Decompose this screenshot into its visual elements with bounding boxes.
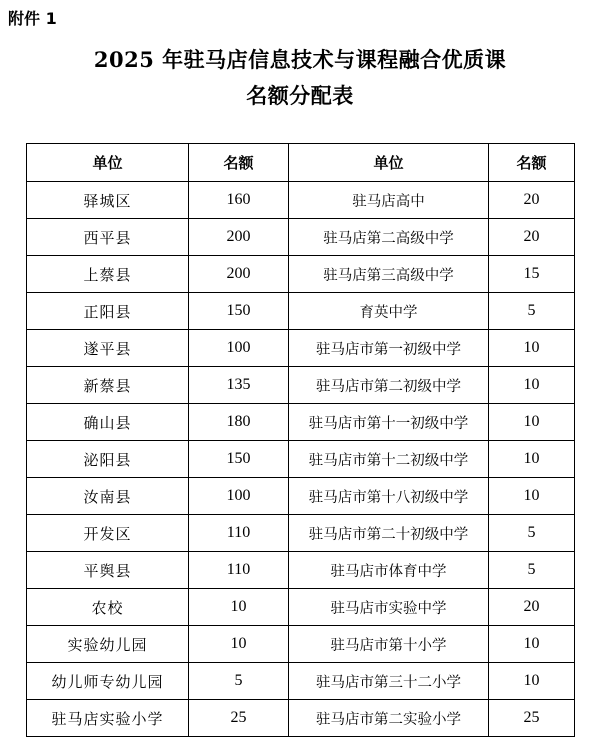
- cell-unit-right: 驻马店市第二十初级中学: [289, 515, 489, 552]
- header-quota-left: 名额: [189, 144, 289, 182]
- table-row: [27, 404, 575, 441]
- header-unit-left: 单位: [27, 144, 189, 182]
- cell-quota-left: 160: [189, 182, 289, 219]
- table-row: [27, 330, 575, 367]
- cell-quota-left: 10: [189, 589, 289, 626]
- quota-allocation-table: [26, 143, 575, 737]
- table-row: [27, 552, 575, 589]
- cell-quota-right: 10: [489, 367, 575, 404]
- cell-unit-left: 西平县: [27, 219, 189, 256]
- cell-quota-right: 10: [489, 663, 575, 700]
- cell-unit-left: 泌阳县: [27, 441, 189, 478]
- cell-unit-left: 新蔡县: [27, 367, 189, 404]
- document-title-line1: 2025 年驻马店信息技术与课程融合优质课: [93, 47, 507, 72]
- table-header-row: [27, 144, 575, 182]
- cell-unit-left: 上蔡县: [27, 256, 189, 293]
- cell-quota-left: 200: [189, 256, 289, 293]
- cell-unit-left: 农校: [27, 589, 189, 626]
- table-row: [27, 663, 575, 700]
- cell-quota-right: 10: [489, 441, 575, 478]
- table-row: [27, 478, 575, 515]
- cell-unit-right: 驻马店市第十小学: [289, 626, 489, 663]
- cell-unit-right: 驻马店高中: [289, 182, 489, 219]
- table-row: [27, 589, 575, 626]
- cell-quota-left: 110: [189, 552, 289, 589]
- cell-unit-right: 驻马店市第一初级中学: [289, 330, 489, 367]
- table-row: [27, 219, 575, 256]
- cell-unit-right: 驻马店市第十二初级中学: [289, 441, 489, 478]
- cell-quota-right: 20: [489, 182, 575, 219]
- cell-unit-left: 平舆县: [27, 552, 189, 589]
- cell-quota-right: 10: [489, 404, 575, 441]
- table-row: [27, 515, 575, 552]
- table-row: [27, 256, 575, 293]
- cell-unit-right: 驻马店市第二实验小学: [289, 700, 489, 737]
- cell-unit-left: 实验幼儿园: [27, 626, 189, 663]
- cell-quota-left: 25: [189, 700, 289, 737]
- table-row: [27, 367, 575, 404]
- cell-unit-left: 汝南县: [27, 478, 189, 515]
- table-row: [27, 700, 575, 737]
- cell-unit-right: 驻马店市体育中学: [289, 552, 489, 589]
- cell-quota-right: 20: [489, 219, 575, 256]
- cell-quota-left: 135: [189, 367, 289, 404]
- cell-unit-left: 确山县: [27, 404, 189, 441]
- cell-quota-right: 10: [489, 330, 575, 367]
- cell-unit-right: 驻马店市实验中学: [289, 589, 489, 626]
- cell-unit-left: 遂平县: [27, 330, 189, 367]
- cell-unit-right: 驻马店市第三十二小学: [289, 663, 489, 700]
- cell-quota-left: 5: [189, 663, 289, 700]
- cell-unit-right: 育英中学: [289, 293, 489, 330]
- cell-quota-left: 100: [189, 330, 289, 367]
- cell-unit-left: 驿城区: [27, 182, 189, 219]
- cell-unit-left: 正阳县: [27, 293, 189, 330]
- cell-quota-left: 110: [189, 515, 289, 552]
- cell-quota-left: 100: [189, 478, 289, 515]
- cell-quota-right: 20: [489, 589, 575, 626]
- attachment-label: 附件 1: [8, 9, 57, 28]
- cell-unit-right: 驻马店市第二初级中学: [289, 367, 489, 404]
- table-row: [27, 293, 575, 330]
- cell-unit-right: 驻马店市第十八初级中学: [289, 478, 489, 515]
- cell-quota-left: 150: [189, 293, 289, 330]
- cell-quota-right: 10: [489, 478, 575, 515]
- cell-quota-right: 5: [489, 515, 575, 552]
- cell-quota-right: 5: [489, 293, 575, 330]
- header-unit-right: 单位: [289, 144, 489, 182]
- cell-quota-left: 10: [189, 626, 289, 663]
- cell-quota-left: 180: [189, 404, 289, 441]
- cell-quota-right: 5: [489, 552, 575, 589]
- table-row: [27, 182, 575, 219]
- cell-unit-left: 驻马店实验小学: [27, 700, 189, 737]
- document-title-line2: 名额分配表: [246, 83, 354, 108]
- cell-quota-right: 25: [489, 700, 575, 737]
- cell-unit-left: 幼儿师专幼儿园: [27, 663, 189, 700]
- cell-unit-right: 驻马店第二高级中学: [289, 219, 489, 256]
- cell-quota-left: 150: [189, 441, 289, 478]
- table-row: [27, 441, 575, 478]
- cell-unit-right: 驻马店市第十一初级中学: [289, 404, 489, 441]
- cell-quota-left: 200: [189, 219, 289, 256]
- table-row: [27, 626, 575, 663]
- cell-quota-right: 15: [489, 256, 575, 293]
- cell-unit-right: 驻马店第三高级中学: [289, 256, 489, 293]
- cell-unit-left: 开发区: [27, 515, 189, 552]
- cell-quota-right: 10: [489, 626, 575, 663]
- header-quota-right: 名额: [489, 144, 575, 182]
